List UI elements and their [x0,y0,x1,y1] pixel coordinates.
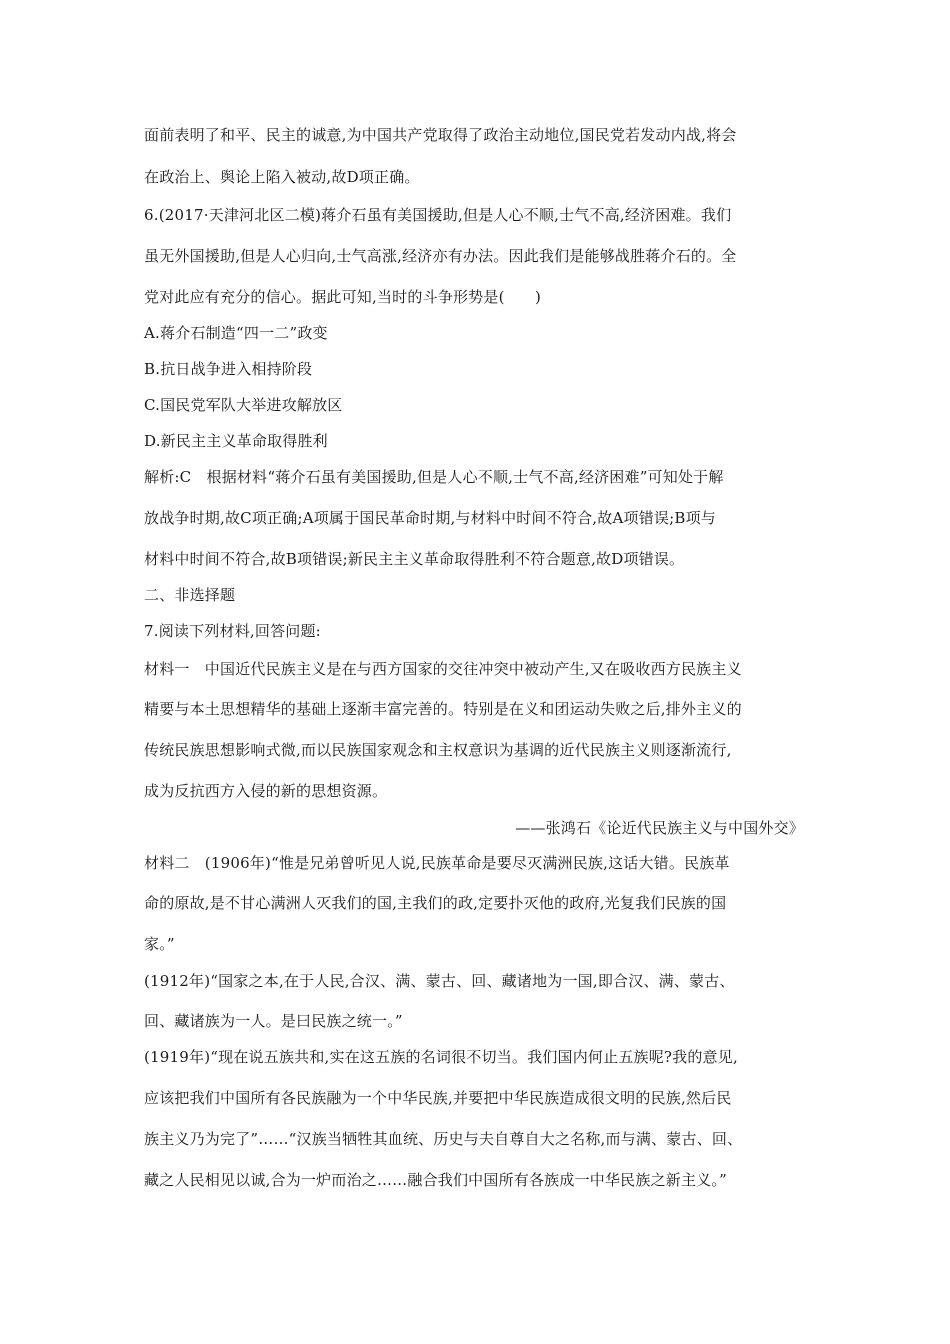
question-7-stem: 7.阅读下列材料,回答问题: [144,622,321,640]
text-line: 族主义乃为完了”……“汉族当牺牲其血统、历史与夫自尊自大之名称,而与满、蒙古、回、 [144,1130,743,1148]
option-a: A.蒋介石制造“四一二”政变 [144,324,328,342]
quote-1919: (1919年)“现在说五族共和,实在这五族的名词很不切当。我们国内何止五族呢?我的意见, [144,1048,738,1066]
text-line: 材料中时间不符合,故B项错误;新民主主义革命取得胜利不符合题意,故D项错误。 [144,550,685,568]
option-d: D.新民主主义革命取得胜利 [144,432,328,450]
text-line: 放战争时期,故C项正确;A项属于国民革命时期,与材料中时间不符合,故A项错误;B项与 [144,509,716,527]
question-6-stem: 6.(2017·天津河北区二模)蒋介石虽有美国援助,但是人心不顺,士气不高,经济困难。我们 [144,206,732,224]
text-line: 回、藏诸族为一人。是曰民族之统一。” [144,1012,403,1030]
text-line: 面前表明了和平、民主的诚意,为中国共产党取得了政治主动地位,国民党若发动内战,将会 [144,126,737,144]
text-line: 成为反抗西方入侵的新的思想资源。 [144,782,388,800]
option-c: C.国民党军队大举进攻解放区 [144,396,343,414]
option-b: B.抗日战争进入相持阶段 [144,360,313,378]
material-one: 材料一 中国近代民族主义是在与西方国家的交往冲突中被动产生,又在吸收西方民族主义 [144,660,742,678]
text-line: 命的原故,是不甘心满洲人灭我们的国,主我们的政,定要扑灭他的政府,光复我们民族的国 [144,894,727,912]
material-two: 材料二 (1906年)“惟是兄弟曾听见人说,民族革命是要尽灭满洲民族,这话大错。民族革 [144,854,730,872]
text-line: 在政治上、舆论上陷入被动,故D项正确。 [144,168,420,186]
quote-1912: (1912年)“国家之本,在于人民,合汉、满、蒙古、回、藏诸地为一国,即合汉、满、蒙古、 [144,972,735,990]
text-line: 藏之人民相见以诚,合为一炉而治之……融合我们中国所有各族成一中华民族之新主义。” [144,1171,727,1189]
text-line: 家。” [144,935,175,953]
text-line: 党对此应有充分的信心。据此可知,当时的斗争形势是( ) [144,288,542,306]
text-line: 虽无外国援助,但是人心归向,士气高涨,经济亦有办法。因此我们是能够战胜蒋介石的。全 [144,247,737,265]
section-heading: 二、非选择题 [144,586,236,604]
text-line: 应该把我们中国所有各民族融为一个中华民族,并要把中华民族造成很文明的民族,然后民 [144,1089,732,1107]
citation: ——张鸿石《论近代民族主义与中国外交》 [515,819,804,837]
analysis-text: 解析:C 根据材料“蒋介石虽有美国援助,但是人心不顺,士气不高,经济困难”可知处于解 [144,468,724,486]
text-line: 精要与本土思想精华的基础上逐渐丰富完善的。特别是在义和团运动失败之后,排外主义的 [144,700,742,718]
text-line: 传统民族思想影响式微,而以民族国家观念和主权意识为基调的近代民族主义则逐渐流行, [144,741,732,759]
